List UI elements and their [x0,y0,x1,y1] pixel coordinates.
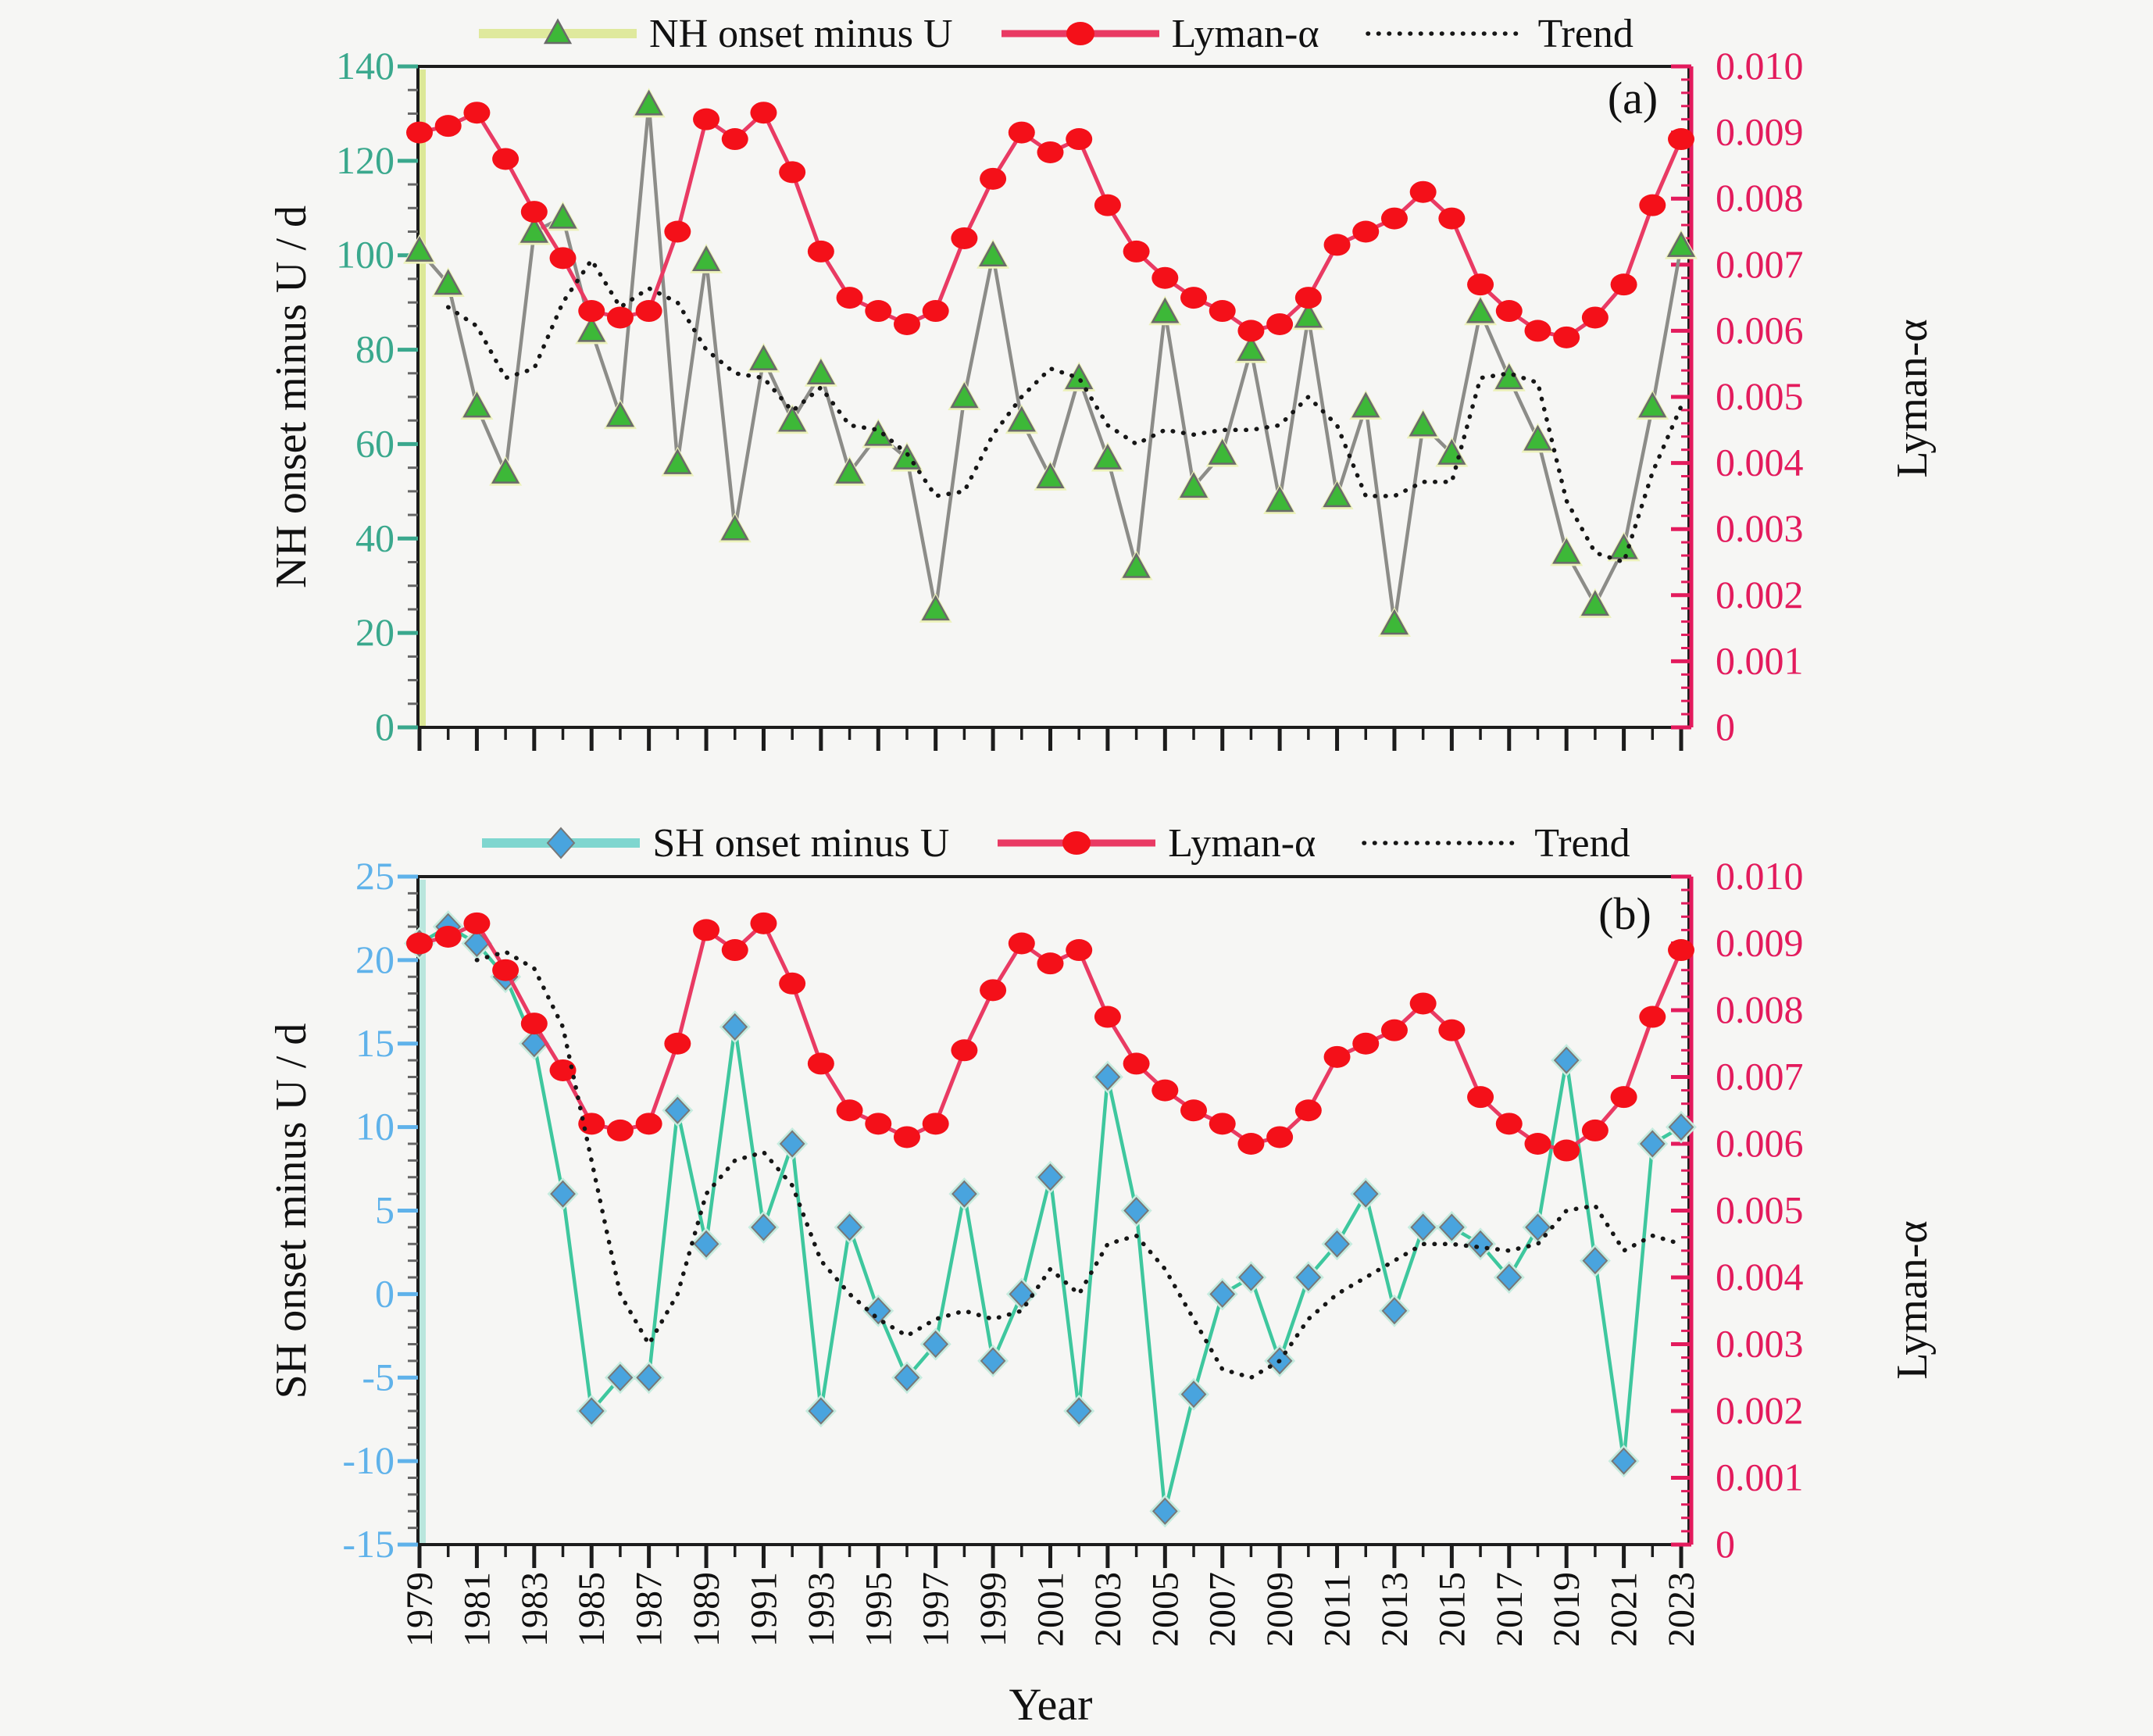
lyman-point [1151,267,1178,289]
lyman-point [406,933,433,955]
nh-point [407,238,432,261]
x-tick-label: 1997 [915,1572,957,1647]
lyman-series [406,913,1694,1162]
lyman-point [1094,1006,1121,1028]
lyman-point [607,306,634,328]
sh-point [1383,1298,1406,1323]
y-tick-label-left: 10 [355,1104,395,1148]
y-tick-label-left: 25 [355,854,395,898]
legend-panel-b [418,814,1691,872]
nh-point [1583,592,1608,615]
y-tick-label-left: 140 [336,44,395,88]
sh-point [1584,1248,1607,1273]
lyman-point [578,300,605,322]
nh-point [1497,366,1522,388]
lyman-point [1094,195,1121,216]
x-tick-label: 2021 [1603,1572,1645,1647]
lyman-point [980,979,1006,1001]
x-tick-label: 2007 [1201,1572,1244,1647]
lyman-point [636,1113,662,1134]
legend-item-nh [476,11,953,57]
x-tick-label: 2009 [1259,1572,1301,1647]
lyman-point [693,919,719,941]
lyman-point [1037,952,1064,974]
diamond-marker-icon [548,828,574,858]
dotted-line-icon [1365,16,1529,52]
y-tick-label-left: 100 [336,232,395,277]
lyman-point [1410,181,1437,203]
y-axis-title-right-b: Lyman-α [1888,1220,1937,1380]
y-tick-label-left: -15 [342,1522,395,1566]
lyman-point [722,128,748,150]
nh-point [694,248,719,270]
x-tick-label: 2003 [1087,1572,1129,1647]
y-tick-label-left: 120 [336,138,395,182]
lyman-point [1381,1020,1408,1041]
x-tick-label: 1989 [686,1572,728,1647]
lyman-point [1639,195,1666,216]
lyman-point [1066,939,1092,961]
lyman-point [406,122,433,144]
y-tick-label-right: 0.002 [1716,572,1804,616]
sh-point [752,1215,775,1240]
y-tick-label-right: 0.002 [1716,1388,1804,1432]
lyman-point [1524,320,1551,341]
lyman-point [1668,128,1694,150]
sh-line-diamond-marker-icon [479,825,643,861]
lyman-point [1237,320,1264,341]
nh-point [980,243,1005,266]
y-tick-label-right: 0.004 [1716,440,1804,484]
lyman-point [779,161,805,183]
nh-line-triangle-marker-icon [476,16,640,52]
lyman-point [1009,122,1035,144]
sh-point [694,1231,718,1256]
legend-label: Lyman-α [1168,820,1316,866]
y-tick-label-left: 20 [355,937,395,981]
lyman-point [1180,287,1207,309]
lyman-point [1066,128,1092,150]
lyman-point [1582,306,1609,328]
nh-point [1382,611,1407,634]
lyman-point [1639,1006,1666,1028]
lyman-point [923,1113,949,1134]
lyman-point [1009,933,1035,955]
panel-tag-b: (b) [1598,888,1651,939]
legend-label: Lyman-α [1171,11,1319,56]
nh-point [1038,465,1063,488]
y-tick-label-right: 0.001 [1716,1455,1804,1499]
nh-point [665,451,690,473]
sh-point [666,1098,689,1123]
y-tick-label-left: 5 [375,1188,395,1232]
y-tick-label-right: 0.007 [1716,1054,1804,1098]
nh-point [1210,441,1235,464]
nh-point [493,460,518,483]
x-tick-label: 1991 [743,1572,785,1647]
nh-point [1468,299,1493,322]
lyman-line-circle-marker-icon [998,16,1162,52]
legend-item-lyman-a [998,11,1319,57]
legend-label: Trend [1534,820,1630,866]
lyman-point [750,102,777,123]
lyman-point [1209,1113,1236,1134]
lyman-point [1266,313,1293,335]
trend-line [477,952,1681,1377]
lyman-point [1352,221,1379,243]
sh-point [1555,1048,1578,1073]
nh-point [751,347,776,370]
y-tick-label-right: 0.007 [1716,241,1804,286]
lyman-point [521,201,548,223]
nh-point [1640,394,1665,416]
legend-item-trend-b [1361,820,1630,866]
trend-line [448,260,1681,563]
x-tick-label: 2015 [1431,1572,1473,1647]
y-tick-label-right: 0 [1716,1522,1735,1566]
nh-point [1612,535,1637,558]
nh-point [780,408,805,430]
sh-point [809,1398,833,1423]
sh-point [1641,1131,1664,1156]
x-tick-label: 1979 [399,1572,441,1647]
lyman-point [808,1052,834,1074]
sh-point [780,1131,804,1156]
sh-point [866,1298,890,1323]
nh-point [1124,555,1149,577]
lyman-point [1324,234,1351,255]
lyman-point [1123,241,1150,263]
lyman-point [1180,1099,1207,1121]
sh-point [1354,1181,1377,1206]
sh-point [1067,1398,1091,1423]
nh-point [923,597,948,620]
y-tick-label-left: 80 [355,327,395,371]
nh-point [1411,413,1436,435]
x-tick-label: 2013 [1373,1572,1416,1647]
lyman-point [837,1099,863,1121]
nh-point [1009,408,1034,430]
lyman-point [1410,992,1437,1014]
legend-panel-a [418,5,1691,63]
nh-point [1152,299,1177,322]
lyman-point [951,1039,977,1061]
y-tick-label-right: 0.008 [1716,176,1804,220]
nh-point [1554,540,1579,563]
sh-point [838,1215,862,1240]
nh-point [637,91,662,114]
circle-marker-icon [1066,22,1094,45]
legend-item-lyman-b [994,820,1316,866]
x-axis-title: Year [1009,1679,1093,1730]
lyman-point [1209,300,1236,322]
y-axis-title-left-a: NH onset minus U / d [267,205,316,588]
x-tick-label: 2023 [1661,1572,1702,1647]
sh-point [1182,1382,1205,1407]
lyman-point [894,313,920,335]
lyman-point [607,1120,634,1141]
sh-line [420,927,1681,1511]
nh-point [866,422,891,445]
x-tick-label: 2019 [1546,1572,1588,1647]
sh-point [952,1181,976,1206]
lyman-point [1295,1099,1322,1121]
nh-line [420,104,1681,623]
lyman-point [923,300,949,322]
sh-point [1039,1165,1062,1190]
lyman-point [865,1113,891,1134]
legend-label: SH onset minus U [652,820,950,866]
y-tick-label-left: -10 [342,1438,395,1483]
y-tick-label-left: 40 [355,516,395,560]
lyman-point [1524,1133,1551,1155]
y-tick-label-left: -5 [362,1355,395,1399]
x-tick-label: 1985 [571,1572,613,1647]
nh-point [1095,446,1120,469]
circle-marker-icon [1062,831,1091,855]
x-tick-label: 1995 [858,1572,900,1647]
x-axis-a [420,727,1681,751]
y-axis-left-b [342,854,418,1566]
x-tick-label: 2005 [1144,1572,1187,1647]
y-tick-label-left: 0 [375,705,395,748]
y-tick-label-right: 0.008 [1716,988,1804,1031]
trend-series [477,952,1681,1377]
lyman-point [750,913,777,934]
sh-point [1412,1215,1435,1240]
y-tick-label-right: 0.006 [1716,1121,1804,1165]
y-axis-left-a [336,44,418,748]
nh-point [608,403,633,426]
lyman-point [951,227,977,249]
lyman-point [779,973,805,995]
y-tick-label-right: 0.005 [1716,1188,1804,1232]
lyman-point [636,300,662,322]
lyman-line-circle-marker-icon [994,825,1159,861]
lyman-point [1668,939,1694,961]
sh-point [723,1014,747,1039]
lyman-point [463,102,490,123]
sh-point [1211,1281,1234,1306]
y-axis-title-left-b: SH onset minus U / d [267,1023,316,1399]
y-tick-label-right: 0.003 [1716,1321,1804,1366]
lyman-point [1553,1140,1580,1162]
nh-point [1325,484,1350,506]
lyman-point [492,959,519,981]
nh-point [551,205,576,227]
x-tick-label: 1999 [973,1572,1015,1647]
y-tick-label-left: 20 [355,610,395,655]
lyman-series [406,102,1694,348]
y-axis-title-right-a: Lyman-α [1888,319,1937,478]
y-tick-label-left: 0 [375,1271,395,1316]
lyman-point [1611,273,1637,295]
panel-a [336,44,1804,751]
nh-point [1353,394,1378,416]
x-tick-label: 2001 [1030,1572,1072,1647]
y-tick-label-right: 0 [1716,705,1735,748]
lyman-point [463,913,490,934]
x-tick-label: 2017 [1488,1572,1530,1647]
nh-point [952,384,977,407]
nh-point [464,394,489,416]
nh-point [723,516,748,539]
nh-point [1525,427,1550,449]
sh-point [981,1348,1005,1373]
lyman-point [1496,1113,1523,1134]
lyman-point [521,1013,548,1034]
lyman-point [492,148,519,170]
lyman-point [1151,1080,1178,1102]
panel-b [342,854,1803,1647]
y-tick-label-right: 0.009 [1716,920,1804,965]
y-tick-label-left: 60 [355,421,395,466]
nh-point [809,361,834,384]
lyman-point [1352,1033,1379,1055]
nh-series [403,88,1698,637]
lyman-point [664,221,691,243]
lyman-point [693,109,719,130]
legend-item-trend-a [1365,11,1633,57]
y-tick-label-right: 0.010 [1716,44,1804,88]
lyman-point [1553,327,1580,348]
lyman-point [1295,287,1322,309]
x-tick-label: 1987 [628,1572,670,1647]
lyman-point [894,1126,920,1148]
sh-point [637,1365,661,1390]
x-tick-label: 2011 [1316,1573,1359,1647]
legend-item-sh [479,820,949,866]
lyman-point [1037,141,1064,163]
trend-series [448,260,1681,563]
lyman-point [865,300,891,322]
lyman-point [722,939,748,961]
sh-point [1096,1065,1119,1090]
sh-point [1125,1198,1148,1223]
lyman-point [1467,1086,1494,1108]
sh-point [552,1181,575,1206]
y-tick-label-right: 0.003 [1716,506,1804,551]
lyman-point [435,115,462,137]
lyman-point [664,1033,691,1055]
sh-point [1612,1448,1636,1473]
lyman-point [1123,1052,1150,1074]
sh-point [1440,1215,1463,1240]
y-tick-label-left: 15 [355,1020,395,1065]
legend-label: NH onset minus U [649,11,953,56]
lyman-point [550,247,577,269]
legend-label: Trend [1537,11,1633,56]
x-tick-label: 1993 [800,1572,842,1647]
lyman-point [808,241,834,263]
y-tick-label-right: 0.006 [1716,308,1804,352]
y-tick-label-right: 0.009 [1716,109,1804,154]
y-tick-label-right: 0.005 [1716,374,1804,418]
x-tick-label: 1981 [456,1572,498,1647]
lyman-point [1582,1120,1609,1141]
lyman-point [1266,1126,1293,1148]
nh-point [1267,488,1292,511]
lyman-point [1611,1086,1637,1108]
sh-point [1010,1281,1034,1306]
lyman-point [837,287,863,309]
dotted-line-icon [1361,825,1525,861]
lyman-point [1438,1020,1465,1041]
lyman-point [1237,1133,1264,1155]
lyman-point [1324,1046,1351,1068]
lyman-point [1496,300,1523,322]
plot-frame [418,66,1689,727]
lyman-point [1467,273,1494,295]
lyman-point [1438,208,1465,230]
panel-tag-a: (a) [1607,73,1658,123]
x-tick-label: 1983 [513,1572,555,1647]
sh-point [1239,1265,1262,1290]
y-tick-label-right: 0.001 [1716,638,1804,683]
x-axis-b [399,1545,1702,1647]
sh-series [404,910,1697,1527]
y-tick-label-right: 0.004 [1716,1255,1804,1298]
sh-point [1153,1498,1176,1523]
lyman-point [1381,208,1408,230]
lyman-point [435,926,462,948]
lyman-point [980,168,1006,190]
y-tick-label-right: 0.010 [1716,854,1804,898]
